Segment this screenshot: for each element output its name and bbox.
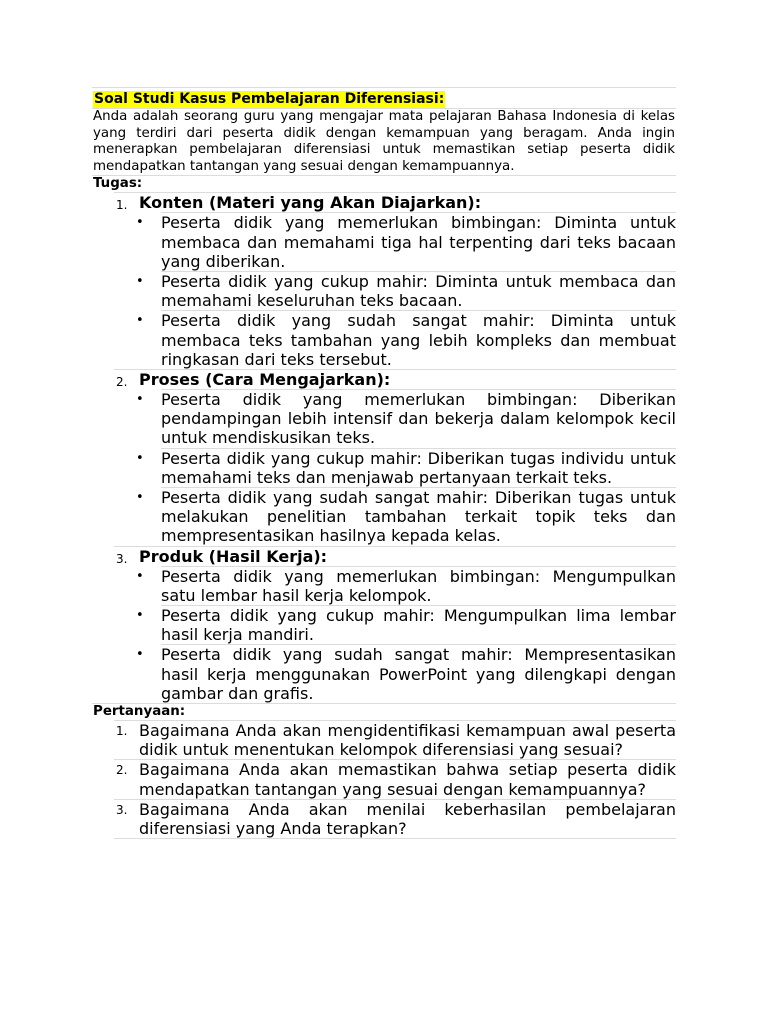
- question-text: Bagaimana Anda akan memastikan bahwa setiap peserta didik mendapatkan tantangan yang sesuai dengan kemampuannya?: [139, 760, 676, 799]
- question-number: 2.: [116, 763, 128, 778]
- bullet-icon: •: [136, 568, 144, 584]
- bullet-icon: •: [136, 273, 144, 289]
- document-title: Soal Studi Kasus Pembelajaran Diferensiasi:: [94, 91, 445, 107]
- pertanyaan-label: Pertanyaan:: [93, 704, 186, 720]
- bullet-text: Peserta didik yang sudah sangat mahir: Diminta untuk membaca teks tambahan yang lebih kompleks dan membuat ringkasan dari teks tersebut.: [161, 311, 676, 369]
- bullet-text: Peserta didik yang sudah sangat mahir: Diberikan tugas untuk melakukan penelitian tambahan terkait topik teks dan mempresentasikan hasilnya kepada kelas.: [161, 488, 676, 546]
- question-text: Bagaimana Anda akan mengidentifikasi kemampuan awal peserta didik untuk menentukan kelompok diferensiasi yang sesuai?: [139, 721, 676, 760]
- section-heading: [114, 369, 676, 389]
- bullet-icon: •: [136, 313, 144, 329]
- bullet-text: Peserta didik yang memerlukan bimbingan: Diminta untuk membaca dan memahami tiga hal terpenting dari teks bacaan yang diberikan.: [161, 213, 676, 271]
- question-number: 3.: [116, 802, 128, 817]
- section-heading: [114, 192, 676, 212]
- bullet-icon: •: [136, 647, 144, 663]
- bullet-item: [136, 389, 676, 448]
- section-title: Produk (Hasil Kerja):: [139, 546, 328, 566]
- bullet-icon: •: [136, 608, 144, 624]
- section-title: Konten (Materi yang Akan Diajarkan):: [139, 193, 482, 213]
- bullet-item: [136, 212, 676, 271]
- section-number: 2.: [116, 375, 128, 389]
- section-title: Proses (Cara Mengajarkan):: [139, 370, 391, 389]
- section-number: 1.: [116, 198, 128, 213]
- bullet-item: [136, 448, 676, 487]
- intro-paragraph: Anda adalah seorang guru yang mengajar mata pelajaran Bahasa Indonesia di kelas yang terdiri dari peserta didik dengan kemampuan yang beragam. Anda ingin menerapkan pembelajaran diferensiasi untuk memastikan setiap peserta didik mendapatkan tantangan yang sesuai dengan kemampuannya.: [93, 109, 675, 174]
- question-item: [114, 799, 676, 839]
- bullet-text: Peserta didik yang sudah sangat mahir: Mempresentasikan hasil kerja menggunakan PowerPoint yang dilengkapi dengan gambar dan grafis.: [161, 645, 676, 703]
- section-heading: [114, 546, 676, 566]
- bullet-icon: •: [136, 392, 144, 407]
- bullet-icon: •: [136, 450, 144, 466]
- bullet-item: [136, 487, 676, 546]
- bullet-text: Peserta didik yang memerlukan bimbingan: Diberikan pendampingan lebih intensif dan bekerja dalam kelompok kecil untuk mendiskusikan teks.: [161, 390, 676, 448]
- bullet-icon: •: [136, 215, 144, 231]
- bullet-text: Peserta didik yang cukup mahir: Mengumpulkan lima lembar hasil kerja mandiri.: [161, 606, 676, 645]
- pertanyaan-row: [92, 703, 676, 720]
- section-number: 3.: [116, 551, 128, 566]
- bullet-item: [136, 310, 676, 369]
- intro-row: [92, 108, 676, 175]
- question-item: [114, 720, 676, 759]
- tugas-row: [92, 175, 676, 192]
- question-number: 1.: [116, 724, 128, 739]
- question-text: Bagaimana Anda akan menilai keberhasilan pembelajaran diferensiasi yang Anda terapkan?: [139, 799, 676, 839]
- tugas-label: Tugas:: [93, 176, 143, 192]
- title-row: [92, 87, 676, 108]
- bullet-text: Peserta didik yang cukup mahir: Diminta untuk membaca dan memahami keseluruhan teks bacaan.: [161, 271, 676, 311]
- bullet-text: Peserta didik yang memerlukan bimbingan: Mengumpulkan satu lembar hasil kerja kelompok.: [161, 566, 676, 605]
- bullet-item: [136, 566, 676, 605]
- bullet-icon: •: [136, 490, 144, 506]
- question-item: [114, 759, 676, 798]
- bullet-item: [136, 271, 676, 311]
- bullet-item: [136, 644, 676, 703]
- bullet-item: [136, 605, 676, 645]
- bullet-text: Peserta didik yang cukup mahir: Diberikan tugas individu untuk memahami teks dan menjawab pertanyaan terkait teks.: [161, 448, 676, 487]
- document: [92, 87, 676, 839]
